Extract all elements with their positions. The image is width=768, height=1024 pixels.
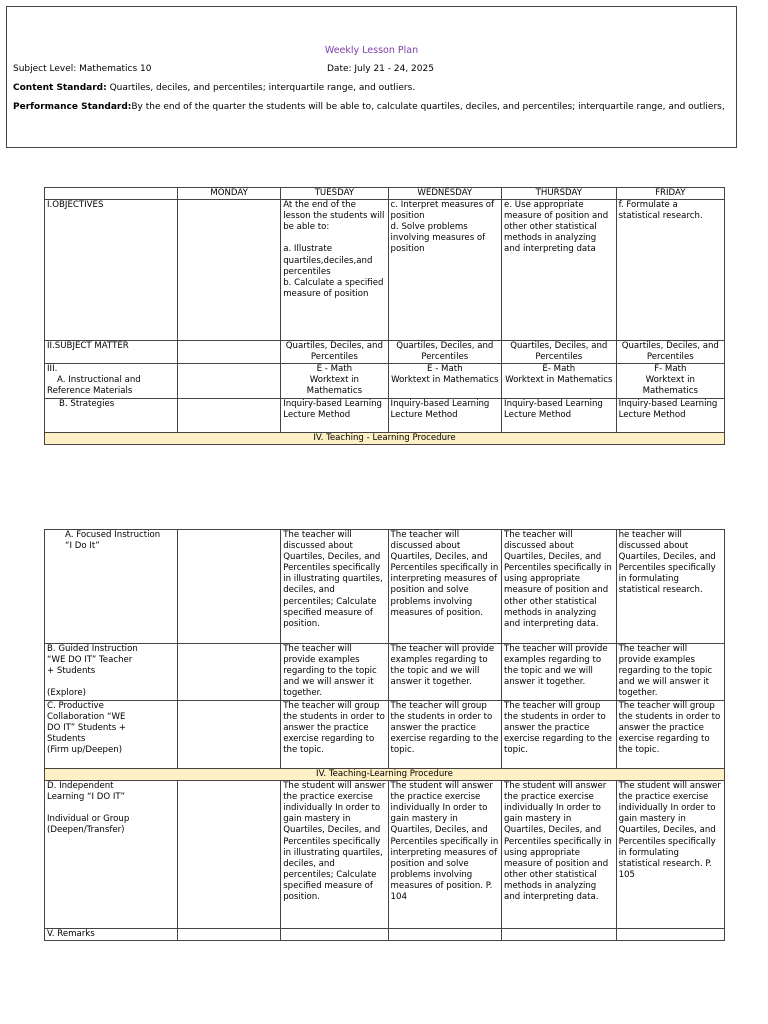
productive-thursday: The teacher will group the students in order to answer the practice exercise regarding to the topic. [502, 701, 617, 769]
procedure-table [44, 529, 725, 941]
procedure-band-row [45, 432, 725, 444]
day-tuesday: TUESDAY [281, 188, 388, 200]
lesson-date: Date: July 21 - 24, 2025 [327, 64, 434, 74]
focused-thursday: The teacher will discussed about Quartiles, Deciles, and Percentiles specifically in using appropriate measure of position and other other statistical methods in analyzing and interpreting data. [502, 530, 617, 644]
objectives-row [45, 200, 725, 341]
strategies-thursday: Inquiry-based Learning Lecture Method [502, 398, 617, 432]
remarks-monday [177, 929, 280, 941]
materials-monday [177, 364, 280, 398]
productive-wednesday: The teacher will group the students in order to answer the practice exercise regarding to the topic. [388, 701, 502, 769]
objectives-wednesday: c. Interpret measures of position d. Solve problems involving measures of position [388, 200, 502, 341]
productive-label: C. Productive Collaboration “WE DO IT” Students + Students (Firm up/Deepen) [45, 701, 178, 769]
remarks-friday [616, 929, 724, 941]
objectives-tuesday: At the end of the lesson the students will be able to: a. Illustrate quartiles,deciles,and percentiles b. Calculate a specified measure of position [281, 200, 388, 341]
focused-row [45, 530, 725, 644]
content-standard-text: Quartiles, deciles, and percentiles; interquartile range, and outliers. [106, 83, 416, 93]
day-thursday: THURSDAY [502, 188, 617, 200]
subject-matter-friday: Quartiles, Deciles, and Percentiles [616, 341, 724, 364]
content-standard-label: Content Standard: [13, 83, 107, 93]
subject-matter-wednesday: Quartiles, Deciles, and Percentiles [388, 341, 502, 364]
materials-label-text: A. Instructional and Reference Materials [47, 375, 141, 397]
focused-label: A. Focused Instruction “I Do It” [45, 530, 178, 644]
procedure-band-row-2 [45, 769, 725, 781]
strategies-friday: Inquiry-based Learning Lecture Method [616, 398, 724, 432]
strategies-monday [177, 398, 280, 432]
objectives-monday [177, 200, 280, 341]
performance-standard-label: Performance Standard: [13, 102, 132, 112]
header-blank-cell [45, 188, 178, 200]
guided-label: B. Guided Instruction “WE DO IT” Teacher + Students (Explore) [45, 644, 178, 701]
independent-thursday: The student will answer the practice exercise individually In order to gain mastery in Quartiles, Deciles, and Percentiles specifically in using appropriate measure of position and other other statistical methods in analyzing and interpreting data. [502, 781, 617, 929]
productive-monday [177, 701, 280, 769]
focused-wednesday: The teacher will discussed about Quartiles, Deciles, and Percentiles specifically in interpreting measures of position and solve problems involving measures of position. [388, 530, 502, 644]
subject-matter-tuesday: Quartiles, Deciles, and Percentiles [281, 341, 388, 364]
objectives-thursday: e. Use appropriate measure of position and other other statistical methods in analyzing and interpreting data [502, 200, 617, 341]
day-monday: MONDAY [177, 188, 280, 200]
focused-monday [177, 530, 280, 644]
independent-row [45, 781, 725, 929]
strategies-label [45, 398, 178, 432]
objectives-table [44, 187, 725, 445]
objectives-label: I.OBJECTIVES [45, 200, 178, 341]
productive-friday: The teacher will group the students in order to answer the practice exercise regarding to the topic. [616, 701, 724, 769]
subject-matter-thursday: Quartiles, Deciles, and Percentiles [502, 341, 617, 364]
independent-tuesday: The student will answer the practice exercise individually In order to gain mastery in Quartiles, Deciles, and Percentiles specifically in illustrating quartiles, deciles, and percentiles; Calculate specified measure of position. [281, 781, 388, 929]
independent-label: D. Independent Learning “I DO IT” Individual or Group (Deepen/Transfer) [45, 781, 178, 929]
independent-wednesday: The student will answer the practice exercise individually In order to gain mastery in Quartiles, Deciles, and Percentiles specifically in interpreting measures of position and solve problems involving measures of position. P. 104 [388, 781, 502, 929]
guided-tuesday: The teacher will provide examples regarding to the topic and we will answer it together. [281, 644, 388, 701]
subject-matter-row [45, 341, 725, 364]
independent-monday [177, 781, 280, 929]
procedure-band: IV. Teaching - Learning Procedure [45, 432, 725, 444]
performance-standard-text: By the end of the quarter the students will be able to, calculate quartiles, deciles, and percentiles; interquartile range, and outliers, [131, 102, 725, 112]
strategies-row [45, 398, 725, 432]
materials-tuesday: E - Math Worktext in Mathematics [281, 364, 388, 398]
remarks-tuesday [281, 929, 388, 941]
subject-matter-label: II.SUBJECT MATTER [45, 341, 178, 364]
subject-matter-monday [177, 341, 280, 364]
remarks-wednesday [388, 929, 502, 941]
day-wednesday: WEDNESDAY [388, 188, 502, 200]
independent-friday: The student will answer the practice exercise individually In order to gain mastery in Quartiles, Deciles, and Percentiles specifically in formulating statistical research. P. 105 [616, 781, 724, 929]
focused-friday: he teacher will discussed about Quartiles, Deciles, and Percentiles specifically in formulating statistical research. [616, 530, 724, 644]
remarks-row [45, 929, 725, 941]
guided-monday [177, 644, 280, 701]
guided-wednesday: The teacher will provide examples regarding to the topic and we will answer it together. [388, 644, 502, 701]
materials-row [45, 364, 725, 398]
header-box [6, 6, 737, 148]
guided-thursday: The teacher will provide examples regarding to the topic and we will answer it together. [502, 644, 617, 701]
guided-friday: The teacher will provide examples regarding to the topic and we will answer it together. [616, 644, 724, 701]
strategies-label-text: B. Strategies [59, 398, 115, 409]
guided-row [45, 644, 725, 701]
strategies-tuesday: Inquiry-based Learning Lecture Method [281, 398, 388, 432]
subject-level: Subject Level: Mathematics 10 [13, 64, 152, 74]
materials-friday: F- Math Worktext in Mathematics [616, 364, 724, 398]
remarks-label: V. Remarks [45, 929, 178, 941]
focused-tuesday: The teacher will discussed about Quartiles, Deciles, and Percentiles specifically in illustrating quartiles, deciles, and percentiles; Calculate specified measure of position. [281, 530, 388, 644]
procedure-band-2: IV. Teaching-Learning Procedure [45, 769, 725, 781]
document-title: Weekly Lesson Plan [324, 45, 419, 56]
productive-tuesday: The teacher will group the students in order to answer the practice exercise regarding to the topic. [281, 701, 388, 769]
performance-standard [13, 102, 725, 112]
materials-wednesday: E - Math Worktext in Mathematics [388, 364, 502, 398]
productive-row [45, 701, 725, 769]
day-header-row [45, 188, 725, 200]
strategies-wednesday: Inquiry-based Learning Lecture Method [388, 398, 502, 432]
day-friday: FRIDAY [616, 188, 724, 200]
remarks-thursday [502, 929, 617, 941]
objectives-friday: f. Formulate a statistical research. [616, 200, 724, 341]
materials-thursday: E- Math Worktext in Mathematics [502, 364, 617, 398]
content-standard [13, 83, 415, 93]
materials-label-num: III. [47, 364, 58, 375]
materials-label [45, 364, 178, 398]
